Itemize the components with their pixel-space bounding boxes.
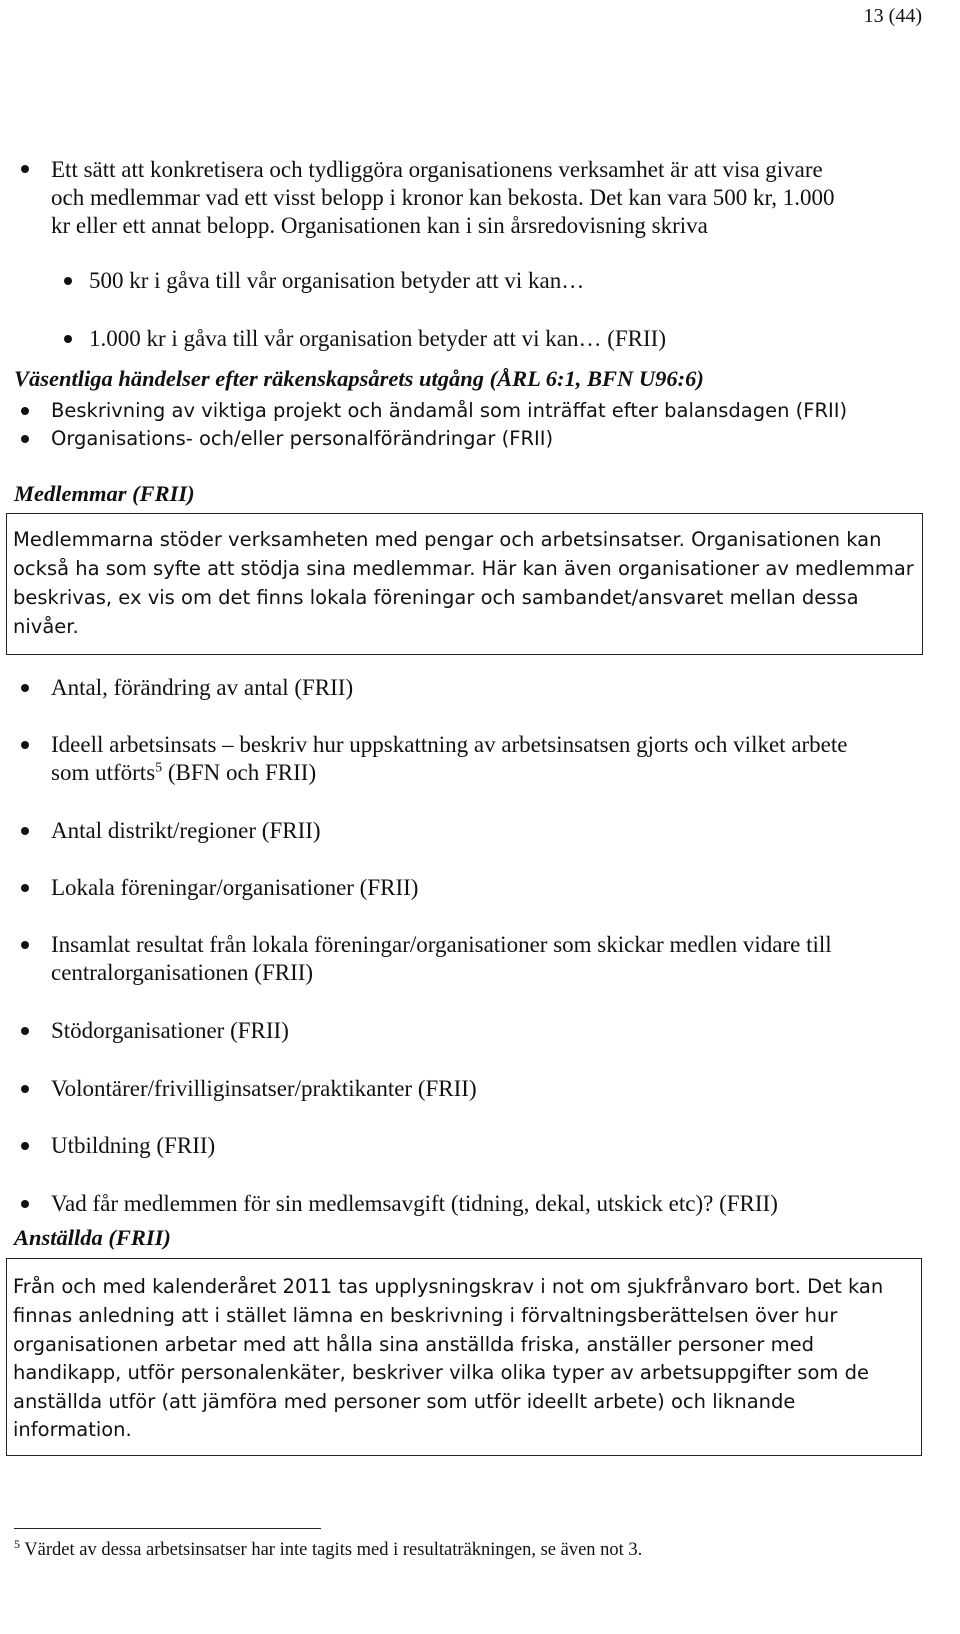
footnote-reference: 5 [155,760,163,776]
bullet-icon [21,435,29,443]
members-box-line-1: Medlemmarna stöder verksamheten med pengar och arbetsinsatser. Organisationen kan [13,528,882,551]
bullet-icon [21,1085,29,1093]
page-number: 13 (44) [863,5,922,27]
members-item-1: Antal, förändring av antal (FRII) [51,675,354,700]
members-item-5-continuation: centralorganisationen (FRII) [51,960,314,985]
members-item-9: Vad får medlemmen för sin medlemsavgift (tidning, dekal, utskick etc)? (FRII) [51,1191,778,1216]
employees-box-line-1: Från och med kalenderåret 2011 tas upplysningskrav i not om sjukfrånvaro bort. Det kan [13,1275,884,1298]
members-box-line-4: nivåer. [13,615,79,638]
bullet-icon [21,684,29,692]
bullet-icon [21,1200,29,1208]
members-info-box [6,513,923,655]
members-box-line-2: också ha som syfte att stödja sina medlemmar. Här kan även organisationer av medlemmar [13,557,914,580]
employees-box-line-4: handikapp, utför personalenkäter, beskriver vilka olika typer av arbetsuppgifter som de [13,1361,869,1384]
intro-sub-item-1: 500 kr i gåva till vår organisation betyder att vi kan… [89,268,585,293]
members-item-5: Insamlat resultat från lokala föreningar/organisationer som skickar medlen vidare till [51,932,832,957]
footnote-number: 5 [14,1536,20,1551]
bullet-icon [21,741,29,749]
members-item-2-cont-a: som utförts [51,760,156,785]
bullet-icon [21,1142,29,1150]
members-item-7: Volontärer/frivilliginsatser/praktikanter (FRII) [51,1076,477,1101]
employees-box-line-3: organisationen arbetar med att hålla sina anställda friska, anställer personer med [13,1333,814,1356]
employees-info-box [6,1258,922,1456]
employees-box-line-6: information. [13,1418,132,1441]
members-box-line-3: beskrivas, ex vis om det finns lokala föreningar och sambandet/ansvaret mellan dessa [13,586,859,609]
bullet-icon [21,407,29,415]
bullet-icon [21,884,29,892]
bullet-icon [21,827,29,835]
bullet-icon [21,941,29,949]
members-item-4: Lokala föreningar/organisationer (FRII) [51,875,419,900]
intro-line-1: Ett sätt att konkretisera och tydliggöra organisationens verksamhet är att visa givare [51,157,823,182]
intro-line-3: kr eller ett annat belopp. Organisationen kan i sin årsredovisning skriva [51,213,708,238]
members-item-2-continuation [51,758,316,787]
intro-line-2: och medlemmar vad ett visst belopp i kronor kan bekosta. Det kan vara 500 kr, 1.000 [51,185,835,210]
events-item-2: Organisations- och/eller personalförändringar (FRII) [51,427,554,450]
employees-box-line-5: anställda utför (att jämföra med personer som utför ideellt arbete) och liknande [13,1390,796,1413]
footnote-text: Värdet av dessa arbetsinsatser har inte tagits med i resultaträkningen, se även not 3. [20,1540,643,1560]
events-heading: Väsentliga händelser efter räkenskapsårets utgång (ÅRL 6:1, BFN U96:6) [14,366,704,391]
employees-heading: Anställda (FRII) [14,1225,171,1250]
bullet-icon [21,165,29,173]
bullet-icon [64,335,72,343]
members-heading: Medlemmar (FRII) [14,481,195,506]
footnote-separator [14,1528,321,1529]
members-item-8: Utbildning (FRII) [51,1133,216,1158]
members-item-3: Antal distrikt/regioner (FRII) [51,818,321,843]
employees-box-line-2: finnas anledning att i stället lämna en beskrivning i förvaltningsberättelsen över hur [13,1304,838,1327]
members-item-2-cont-b: (BFN och FRII) [162,760,317,785]
members-item-6: Stödorganisationer (FRII) [51,1018,289,1043]
members-item-2: Ideell arbetsinsats – beskriv hur uppskattning av arbetsinsatsen gjorts och vilket arbete [51,732,848,757]
intro-sub-item-2: 1.000 kr i gåva till vår organisation betyder att vi kan… (FRII) [89,326,666,351]
events-item-1: Beskrivning av viktiga projekt och ändamål som inträffat efter balansdagen (FRII) [51,399,848,422]
footnote [14,1538,642,1562]
bullet-icon [21,1027,29,1035]
bullet-icon [64,277,72,285]
